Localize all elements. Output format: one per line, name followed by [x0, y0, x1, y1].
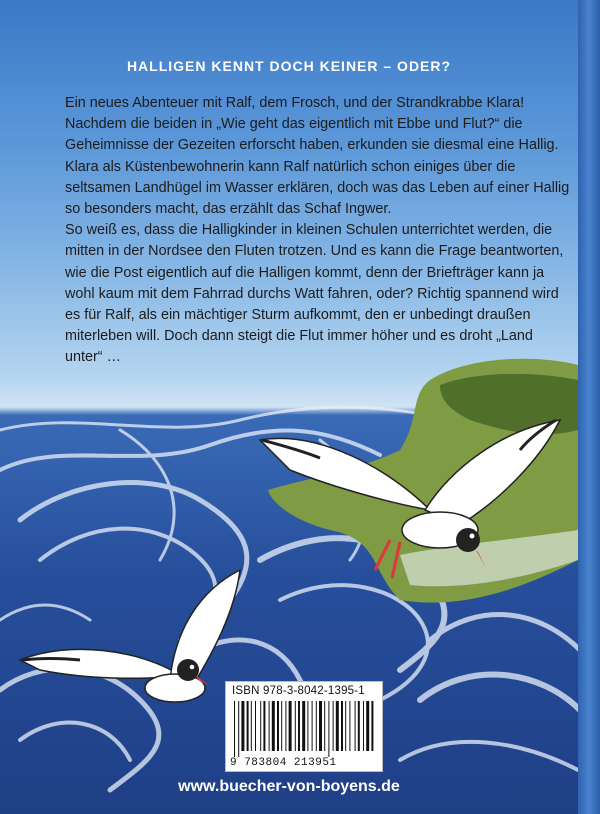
barcode-bar: [277, 701, 279, 751]
barcode-bar: [260, 701, 261, 751]
barcode-bar: [328, 701, 329, 757]
barcode-bar: [255, 701, 256, 751]
barcode-bar: [312, 701, 313, 751]
barcode-bar: [358, 701, 360, 751]
blurb-paragraph-2: So weiß es, dass die Halligkinder in kleinen Schulen unterrichtet werden, die mitten in der Nordsee den Fluten trotzen. Und es kann die Frage beantworten, wie die Post eigentlich auf die Halligen kommt, denn der Briefträger kann ja wohl kaum mit dem Fahrrad durchs Watt fahren, oder? Richtig spannend wird es für Ralf, als ein mächtiger Sturm aufkommt, den er unbedingt draußen miterleben will. Doch dann steigt die Flut immer höher und es droht „Land unter“ …: [65, 222, 564, 366]
barcode-label: [225, 681, 383, 772]
barcode-bar: [302, 701, 305, 751]
barcode-bar: [366, 701, 369, 751]
publisher-url: www.buecher-von-boyens.de: [178, 778, 400, 795]
cover-headline: HALLIGEN KENNT DOCH KEINER – ODER?: [126, 58, 452, 74]
barcode-bar: [298, 701, 300, 751]
barcode-bar: [241, 701, 244, 751]
barcode-bar: [263, 701, 265, 751]
blurb-paragraph-1: Ein neues Abenteuer mit Ralf, dem Frosch, und der Strandkrabbe Klara! Nachdem die beiden in „Wie geht das eigentlich mit Ebbe und Flut?“ die Geheimnisse der Gezeiten erforscht haben, erkunden sie diesmal eine Hallig. Klara als Küstenbewohnerin kann Ralf natürlich schon einiges über die seltsamen Landhügel im Wasser erklären, doch was das Leben auf einer Hallig so besonders macht, das erzählt das Schaf Ingwer.: [65, 95, 570, 218]
barcode-bar: [341, 701, 343, 751]
barcode-bar: [324, 701, 325, 751]
barcode-bar: [336, 701, 339, 751]
barcode-bar: [285, 701, 286, 751]
isbn-text: ISBN 978-3-8042-1395-1: [232, 685, 365, 697]
barcode-bar: [355, 701, 356, 751]
barcode-graphic: [232, 701, 376, 757]
barcode-bar: [333, 701, 334, 751]
barcode-bar: [295, 701, 296, 751]
barcode-bar: [316, 701, 317, 751]
barcode-bar: [307, 701, 308, 751]
barcode-bar: [349, 701, 350, 751]
seagull-left: [20, 570, 240, 702]
barcode-number: 9 783804 213951: [230, 757, 337, 769]
blurb-text: [65, 93, 570, 369]
barcode-bar: [269, 701, 270, 751]
barcode-bar: [363, 701, 364, 751]
barcode-bar: [238, 701, 239, 757]
barcode-bar: [281, 701, 282, 751]
barcode-bar: [345, 701, 346, 751]
barcode-bar: [272, 701, 275, 751]
barcode-bar: [234, 701, 235, 757]
barcode-bar: [251, 701, 252, 751]
barcode-bar: [289, 701, 292, 751]
book-spine-edge: [578, 0, 600, 814]
barcode-bar: [319, 701, 322, 751]
barcode-bar: [247, 701, 249, 751]
barcode-bar: [371, 701, 373, 751]
